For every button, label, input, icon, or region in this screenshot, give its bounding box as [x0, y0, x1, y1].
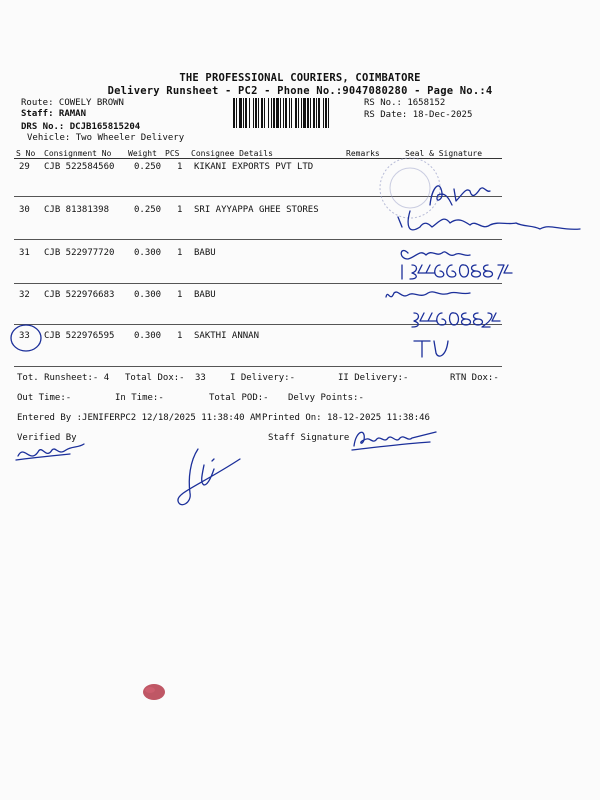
row-pcs: 1 [177, 248, 183, 258]
ink-smudge [140, 680, 170, 704]
barcode-bar [271, 98, 272, 128]
col-remarks: Remarks [346, 149, 380, 158]
rs-date: RS Date: 18-Dec-2025 [364, 110, 473, 120]
printed-on: Printed On: 18-12-2025 11:38:46 [262, 413, 430, 423]
barcode-bar [236, 98, 237, 128]
row-weight: 0.300 [134, 331, 162, 341]
row-pcs: 1 [177, 331, 183, 341]
barcode-bar [239, 98, 242, 128]
staff-signature-label: Staff Signature [268, 433, 350, 443]
barcode-bar [303, 98, 306, 128]
barcode-bar [264, 98, 265, 128]
barcode-bar [243, 98, 244, 128]
i-delivery: I Delivery:- [230, 373, 296, 383]
barcode-bar [289, 98, 290, 128]
entered-by: Entered By :JENIFERPC2 12/18/2025 11:38:40 AM [17, 413, 261, 423]
ii-delivery: II Delivery:- [338, 373, 409, 383]
barcode-bar [280, 98, 281, 128]
delvy-points: Delvy Points:- [288, 393, 364, 403]
barcode-bar [298, 98, 299, 128]
col-weight: Weight [128, 149, 157, 158]
handwritten-signatures [380, 165, 590, 365]
route: Route: COWELY BROWN [21, 98, 124, 108]
barcode-bar [285, 98, 287, 128]
circle-mark [6, 320, 46, 356]
total-pod: Total POD:- [209, 393, 269, 403]
barcode-bar [258, 98, 259, 128]
barcode-bar [261, 98, 263, 128]
vehicle: Vehicle: Two Wheeler Delivery [27, 133, 185, 143]
page-subtitle: Delivery Runsheet - PC2 - Phone No.:9047080280 - Page No.:4 [107, 85, 493, 97]
tot-runsheet: Tot. Runsheet:- 4 [17, 373, 110, 383]
row-consignment: CJB 522976683 [44, 290, 115, 300]
row-consignee: SAKTHI ANNAN [194, 331, 260, 341]
row-sno: 30 [19, 205, 30, 215]
barcode-bar [291, 98, 292, 128]
barcode-bar [245, 98, 247, 128]
col-consignee: Consignee Details [191, 149, 273, 158]
barcode-bar [310, 98, 311, 128]
col-pcs: PCS [165, 149, 180, 158]
total-dox-label: Total Dox:- [125, 373, 185, 383]
row-sno: 29 [19, 162, 30, 172]
barcode-bar [318, 98, 320, 128]
row-sno: 33 [19, 331, 30, 341]
col-consignment: Consignment No [44, 149, 112, 158]
verified-by: Verified By [17, 433, 77, 443]
rtn-dox: RTN Dox:- [450, 373, 499, 383]
barcode-bar [283, 98, 284, 128]
row-consignment: CJB 522584560 [44, 162, 115, 172]
row-consignee: SRI AYYAPPA GHEE STORES [194, 205, 319, 215]
staff-signature-mark [350, 422, 440, 456]
row-sno: 31 [19, 248, 30, 258]
row-pcs: 1 [177, 290, 183, 300]
barcode-bar [316, 98, 317, 128]
barcode-bar [313, 98, 315, 128]
barcode-bar [323, 98, 324, 128]
row-weight: 0.300 [134, 290, 162, 300]
barcode-bar [253, 98, 254, 128]
barcode [233, 98, 361, 128]
row-consignment: CJB 81381398 [44, 205, 110, 215]
total-dox-value: 33 [195, 373, 206, 383]
row-pcs: 1 [177, 205, 183, 215]
drs-number: DRS No.: DCJB165815204 [21, 122, 141, 132]
row-weight: 0.250 [134, 162, 162, 172]
row-weight: 0.300 [134, 248, 162, 258]
barcode-bar [295, 98, 297, 128]
row-weight: 0.250 [134, 205, 162, 215]
middle-signature [170, 445, 250, 515]
verified-signature [10, 430, 90, 470]
rs-number: RS No.: 1658152 [364, 98, 446, 108]
barcode-bar [276, 98, 279, 128]
row-consignment: CJB 522977720 [44, 248, 115, 258]
row-consignee: KIKANI EXPORTS PVT LTD [194, 162, 314, 172]
staff: Staff: RAMAN [21, 109, 87, 119]
out-time: Out Time:- [17, 393, 72, 403]
row-sno: 32 [19, 290, 30, 300]
barcode-bar [307, 98, 309, 128]
barcode-bar [325, 98, 327, 128]
barcode-bar [233, 98, 235, 128]
barcode-bar [328, 98, 329, 128]
row-pcs: 1 [177, 162, 183, 172]
row-rule [14, 366, 502, 367]
col-seal-signature: Seal & Signature [405, 149, 483, 158]
col-sno: S No [16, 149, 36, 158]
row-consignee: BABU [194, 290, 216, 300]
row-consignee: BABU [194, 248, 216, 258]
barcode-bar [255, 98, 257, 128]
in-time: In Time:- [115, 393, 164, 403]
barcode-bar [249, 98, 250, 128]
barcode-bar [268, 98, 269, 128]
row-consignment: CJB 522976595 [44, 331, 115, 341]
page-title: THE PROFESSIONAL COURIERS, COIMBATORE [179, 72, 421, 84]
barcode-bar [273, 98, 275, 128]
barcode-bar [301, 98, 302, 128]
